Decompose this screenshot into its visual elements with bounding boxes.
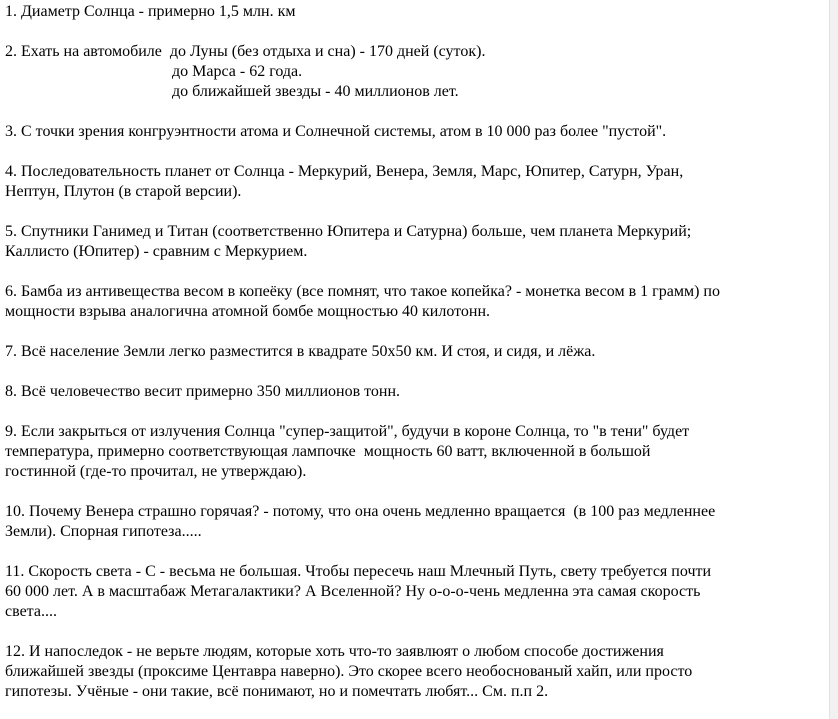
fact-2 [5, 42, 823, 62]
fact-3-line-1: 3. С точки зрения конгруэнтности атома и Солнечной системы, атом в 10 000 раз более "пустой". [5, 123, 667, 140]
document-page [5, 0, 825, 719]
fact-12 [5, 642, 823, 702]
fact-8-line-1: 8. Всё человечество весит примерно 350 миллионов тонн. [5, 383, 401, 400]
fact-9-line-2: температура, примерно соответствующая лампочке мощность 60 ватт, включенной в большой [5, 443, 651, 460]
fact-2-line-2: до Марса - 62 года. [172, 63, 303, 80]
fact-5-line-1: 5. Спутники Ганимед и Титан (соответственно Юпитера и Сатурна) больше, чем планета Меркурий; [5, 223, 692, 240]
fact-11-line-3: света.... [5, 603, 57, 620]
fact-4 [5, 162, 823, 202]
fact-4-line-1: 4. Последовательность планет от Солнца - Меркурий, Венера, Земля, Марс, Юпитер, Сатурн, Уран, [5, 163, 684, 180]
fact-12-line-2: ближайшей звезды (проксиме Центавра наверно). Это скорее всего необоснованый хайп, или просто [5, 663, 693, 680]
fact-11 [5, 562, 823, 622]
fact-2-continuation [5, 62, 838, 102]
fact-6-line-1: 6. Бамба из антивещества весом в копеёку (все помнят, что такое копейка? - монетка весом в 1 грамм) по [5, 283, 720, 300]
fact-9-line-3: гостинной (где-то прочитал, не утверждаю). [5, 463, 307, 480]
fact-8 [5, 382, 823, 402]
fact-9 [5, 422, 823, 482]
fact-1-line-1: 1. Диаметр Солнца - примерно 1,5 млн. км [5, 3, 296, 20]
fact-10-line-2: Земли). Спорная гипотеза..... [5, 523, 202, 540]
fact-2-line-1: 2. Ехать на автомобиле до Луны (без отдыха и сна) - 170 дней (суток). [5, 43, 486, 60]
fact-7-line-1: 7. Всё население Земли легко разместится в квадрате 50х50 км. И стоя, и сидя, и лёжа. [5, 343, 596, 360]
fact-10 [5, 502, 823, 542]
fact-5 [5, 222, 823, 262]
fact-2-line-3: до ближайшей звезды - 40 миллионов лет. [172, 83, 459, 100]
fact-7 [5, 342, 823, 362]
fact-5-line-2: Каллисто (Юпитер) - сравним с Меркурием. [5, 243, 308, 260]
fact-12-line-3: гипотезы. Учёные - они такие, всё понимают, но и помечтать любят... См. п.п 2. [5, 683, 549, 700]
fact-1 [5, 2, 823, 22]
fact-11-line-2: 60 000 лет. А в масштабаж Метагалактики? А Вселенной? Ну о-о-о-чень медленна эта самая скорость [5, 583, 701, 600]
fact-9-line-1: 9. Если закрыться от излучения Солнца "супер-защитой", будучи в короне Солнца, то "в тени" будет [5, 423, 690, 440]
fact-3 [5, 122, 823, 142]
fact-10-line-1: 10. Почему Венера страшно горячая? - потому, что она очень медленно вращается (в 100 раз медленнее [5, 503, 716, 520]
vertical-scrollbar[interactable] [829, 0, 838, 719]
fact-12-line-1: 12. И напоследок - не верьте людям, которые хоть что-то заявлюят о любом способе достижения [5, 643, 664, 660]
fact-6 [5, 282, 823, 322]
fact-11-line-1: 11. Скорость света - С - весьма не большая. Чтобы пересечь наш Млечный Путь, свету требуется почти [5, 563, 712, 580]
fact-4-line-2: Нептун, Плутон (в старой версии). [5, 183, 242, 200]
fact-6-line-2: мощности взрыва аналогична атомной бомбе мощностью 40 килотонн. [5, 303, 491, 320]
